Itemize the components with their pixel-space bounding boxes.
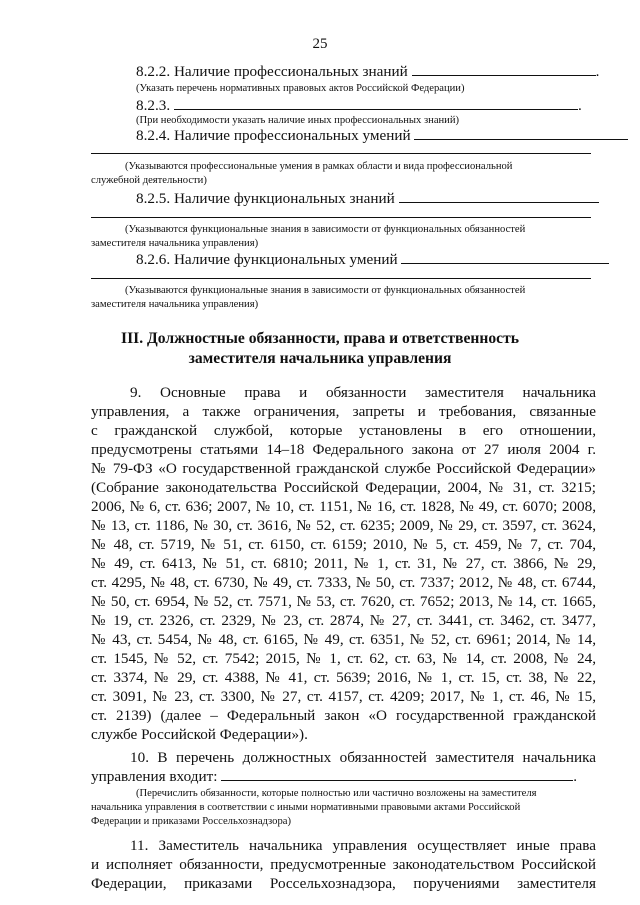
item-8-2-2-note: (Указать перечень нормативных правовых актов Российской Федерации): [136, 83, 465, 94]
p9-line-9: № 48, ст. 5719, № 51, ст. 6150, ст. 6159; 2010, № 5, ст. 459, № 7, ст. 704,: [91, 536, 596, 553]
item-8-2-6-note-1: (Указываются функциональные знания в зависимости от функциональных обязанностей: [125, 285, 526, 296]
fill-line: [221, 767, 573, 781]
fill-line: [401, 250, 609, 264]
p9-line-10: № 49, ст. 6413, № 51, ст. 6810; 2011, № 1, ст. 31, № 27, ст. 3866, № 29,: [91, 555, 596, 572]
p9-line-15: ст. 1545, № 52, ст. 7542; 2015, № 1, ст. 62, ст. 63, № 14, ст. 2008, № 24,: [91, 650, 596, 667]
item-8-2-4-label: 8.2.4. Наличие профессиональных умений: [136, 127, 411, 144]
p10-note-2: начальника управления в соответствии с иными нормативными правовыми актами Российской: [91, 802, 521, 813]
p11-line-1: 11. Заместитель начальника управления осуществляет иные права: [130, 837, 596, 854]
item-8-2-3-label: 8.2.3.: [136, 97, 171, 114]
section-title-line-2: заместителя начальника управления: [188, 350, 452, 367]
p9-line-13: № 19, ст. 2326, ст. 2329, № 23, ст. 2874, № 27, ст. 3441, ст. 3462, ст. 3477,: [91, 612, 596, 629]
p9-line-18: ст. 2139) (далее – Федеральный закон «О государственной гражданской: [91, 707, 596, 724]
p9-line-17: ст. 3091, № 23, ст. 3300, № 27, ст. 4157, ст. 4209; 2017, № 1, ст. 46, № 15,: [91, 688, 596, 705]
p10-note-1: (Перечислить обязанности, которые полностью или частично возложены на заместителя: [136, 788, 537, 799]
p10-line-2-text: управления входит:: [91, 768, 218, 785]
p9-line-19: службе Российской Федерации»).: [91, 726, 308, 743]
fill-line: [174, 96, 578, 110]
page-number: 25: [312, 36, 328, 52]
p9-line-2: управления, а также ограничения, запреты и требования, связанные: [91, 403, 596, 420]
p11-line-2: и исполняет обязанности, предусмотренные законодательством Российской: [91, 856, 596, 873]
p9-line-4: предусмотрены статьями 14–18 Федерального закона от 27 июля 2004 г.: [91, 441, 596, 458]
section-title-line-1: III. Должностные обязанности, права и ответственность: [121, 330, 519, 347]
p9-line-12: № 50, ст. 6954, № 52, ст. 7571, № 53, ст. 7620, ст. 7652; 2013, № 14, ст. 1665,: [91, 593, 596, 610]
p10-note-3: Федерации и приказами Россельхознадзора): [91, 816, 291, 827]
fill-line: [91, 278, 591, 279]
fill-line: [91, 153, 591, 154]
item-8-2-5: [136, 189, 599, 208]
item-8-2-4-note-1: (Указываются профессиональные умения в рамках области и вида профессиональной: [125, 161, 513, 172]
p9-line-14: № 43, ст. 5454, № 48, ст. 6165, № 49, ст. 6351, № 52, ст. 6961; 2014, № 14,: [91, 631, 596, 648]
fill-line: [414, 126, 628, 140]
item-8-2-6-note-2: заместителя начальника управления): [91, 299, 259, 310]
fill-line: [91, 217, 591, 218]
p10-line-2: управления входит: .: [91, 768, 578, 785]
fill-line: [412, 62, 596, 76]
item-8-2-5-note-2: заместителя начальника управления): [91, 238, 259, 249]
item-8-2-6-label: 8.2.6. Наличие функциональных умений: [136, 251, 398, 268]
p9-line-5: № 79-ФЗ «О государственной гражданской службе Российской Федерации»: [91, 460, 596, 477]
p9-line-1: 9. Основные права и обязанности заместителя начальника: [130, 384, 596, 401]
item-8-2-3: 8.2.3. .: [136, 97, 582, 114]
item-8-2-2: 8.2.2. Наличие профессиональных знаний .: [136, 63, 600, 80]
p9-line-6: (Собрание законодательства Российской Федерации, 2004, № 31, ст. 3215;: [91, 479, 596, 496]
item-8-2-5-note-1: (Указываются функциональные знания в зависимости от функциональных обязанностей: [125, 224, 526, 235]
item-8-2-2-label: 8.2.2. Наличие профессиональных знаний: [136, 63, 408, 80]
item-8-2-5-label: 8.2.5. Наличие функциональных знаний: [136, 190, 395, 207]
item-8-2-6: [136, 250, 609, 269]
fill-line: [399, 189, 599, 203]
p9-line-7: 2006, № 6, ст. 636; 2007, № 10, ст. 1151, № 16, ст. 1828, № 49, ст. 6070; 2008,: [91, 498, 596, 515]
p9-line-16: ст. 3374, № 29, ст. 4388, № 41, ст. 5639; 2016, № 1, ст. 15, ст. 38, № 22,: [91, 669, 596, 686]
p9-line-11: ст. 4295, № 48, ст. 6730, № 49, ст. 7333, № 50, ст. 7337; 2012, № 48, ст. 6744,: [91, 574, 596, 591]
item-8-2-3-note: (При необходимости указать наличие иных профессиональных знаний): [136, 115, 460, 126]
item-8-2-4-note-2: служебной деятельности): [91, 175, 207, 186]
p11-line-3: Федерации, приказами Россельхознадзора, поручениями заместителя: [91, 875, 596, 892]
p10-line-1: 10. В перечень должностных обязанностей заместителя начальника: [130, 749, 596, 766]
p9-line-8: № 13, ст. 1186, № 30, ст. 3616, № 52, ст. 6235; 2009, № 29, ст. 3597, ст. 3624,: [91, 517, 596, 534]
item-8-2-4: [136, 126, 628, 145]
p9-line-3: с гражданской службой, которые установлены в его отношении,: [91, 422, 596, 439]
